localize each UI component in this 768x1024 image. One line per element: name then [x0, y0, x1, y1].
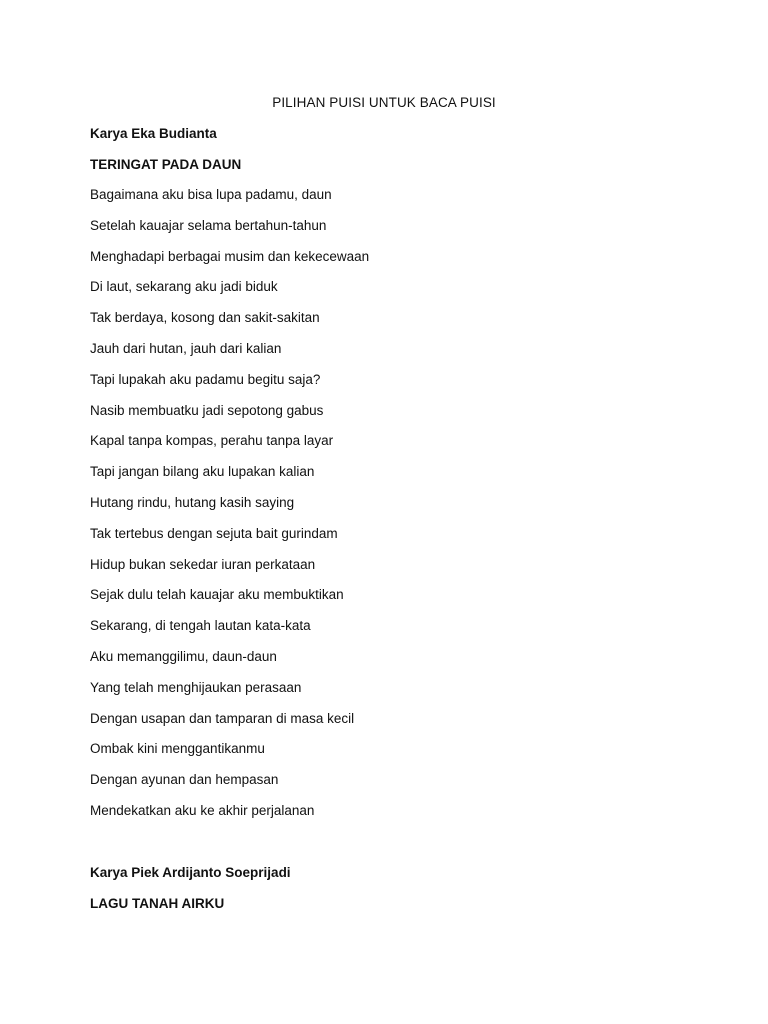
poem-line: Sejak dulu telah kauajar aku membuktikan [90, 587, 344, 603]
poem-line: Bagaimana aku bisa lupa padamu, daun [90, 187, 332, 202]
document-title: PILIHAN PUISI UNTUK BACA PUISI [272, 95, 496, 110]
poem-line: Tapi lupakah aku padamu begitu saja? [90, 371, 321, 387]
poem-line: Setelah kauajar selama bertahun-tahun [90, 217, 327, 233]
poem-line: Tapi jangan bilang aku lupakan kalian [90, 464, 315, 480]
poem-line: Sekarang, di tengah lautan kata-kata [90, 618, 311, 634]
poem-line: Menghadapi berbagai musim dan kekecewaan [90, 248, 370, 264]
poem-line: Jauh dari hutan, jauh dari kalian [90, 340, 282, 356]
poem-line: Dengan usapan dan tamparan di masa kecil [90, 710, 355, 726]
poem-line: Tak berdaya, kosong dan sakit-sakitan [90, 310, 320, 326]
poem-line: Aku memanggilimu, daun-daun [90, 648, 277, 664]
poem-line: Di laut, sekarang aku jadi biduk [90, 279, 278, 295]
poem-line: Hidup bukan sekedar iuran perkataan [90, 556, 316, 572]
poem-header [90, 125, 710, 187]
poem-line: Kapal tanpa kompas, perahu tanpa layar [90, 433, 334, 449]
poem-body [90, 186, 710, 833]
poem-line: Tak tertebus dengan sejuta bait gurindam [90, 525, 338, 541]
poem-line: Yang telah menghijaukan perasaan [90, 679, 302, 695]
poem-line: Ombak kini menggantikanmu [90, 741, 265, 757]
poem-line: Mendekatkan aku ke akhir perjalanan [90, 802, 315, 818]
poem-line: Nasib membuatku jadi sepotong gabus [90, 402, 324, 418]
poem-title: LAGU TANAH AIRKU [90, 895, 225, 911]
poem-author: Karya Eka Budianta [90, 126, 217, 141]
poem-header [90, 864, 710, 926]
poem-author: Karya Piek Ardijanto Soeprijadi [90, 865, 291, 880]
poem-line: Hutang rindu, hutang kasih saying [90, 494, 295, 510]
poem-line: Dengan ayunan dan hempasan [90, 772, 279, 788]
poem-title: TERINGAT PADA DAUN [90, 156, 242, 172]
